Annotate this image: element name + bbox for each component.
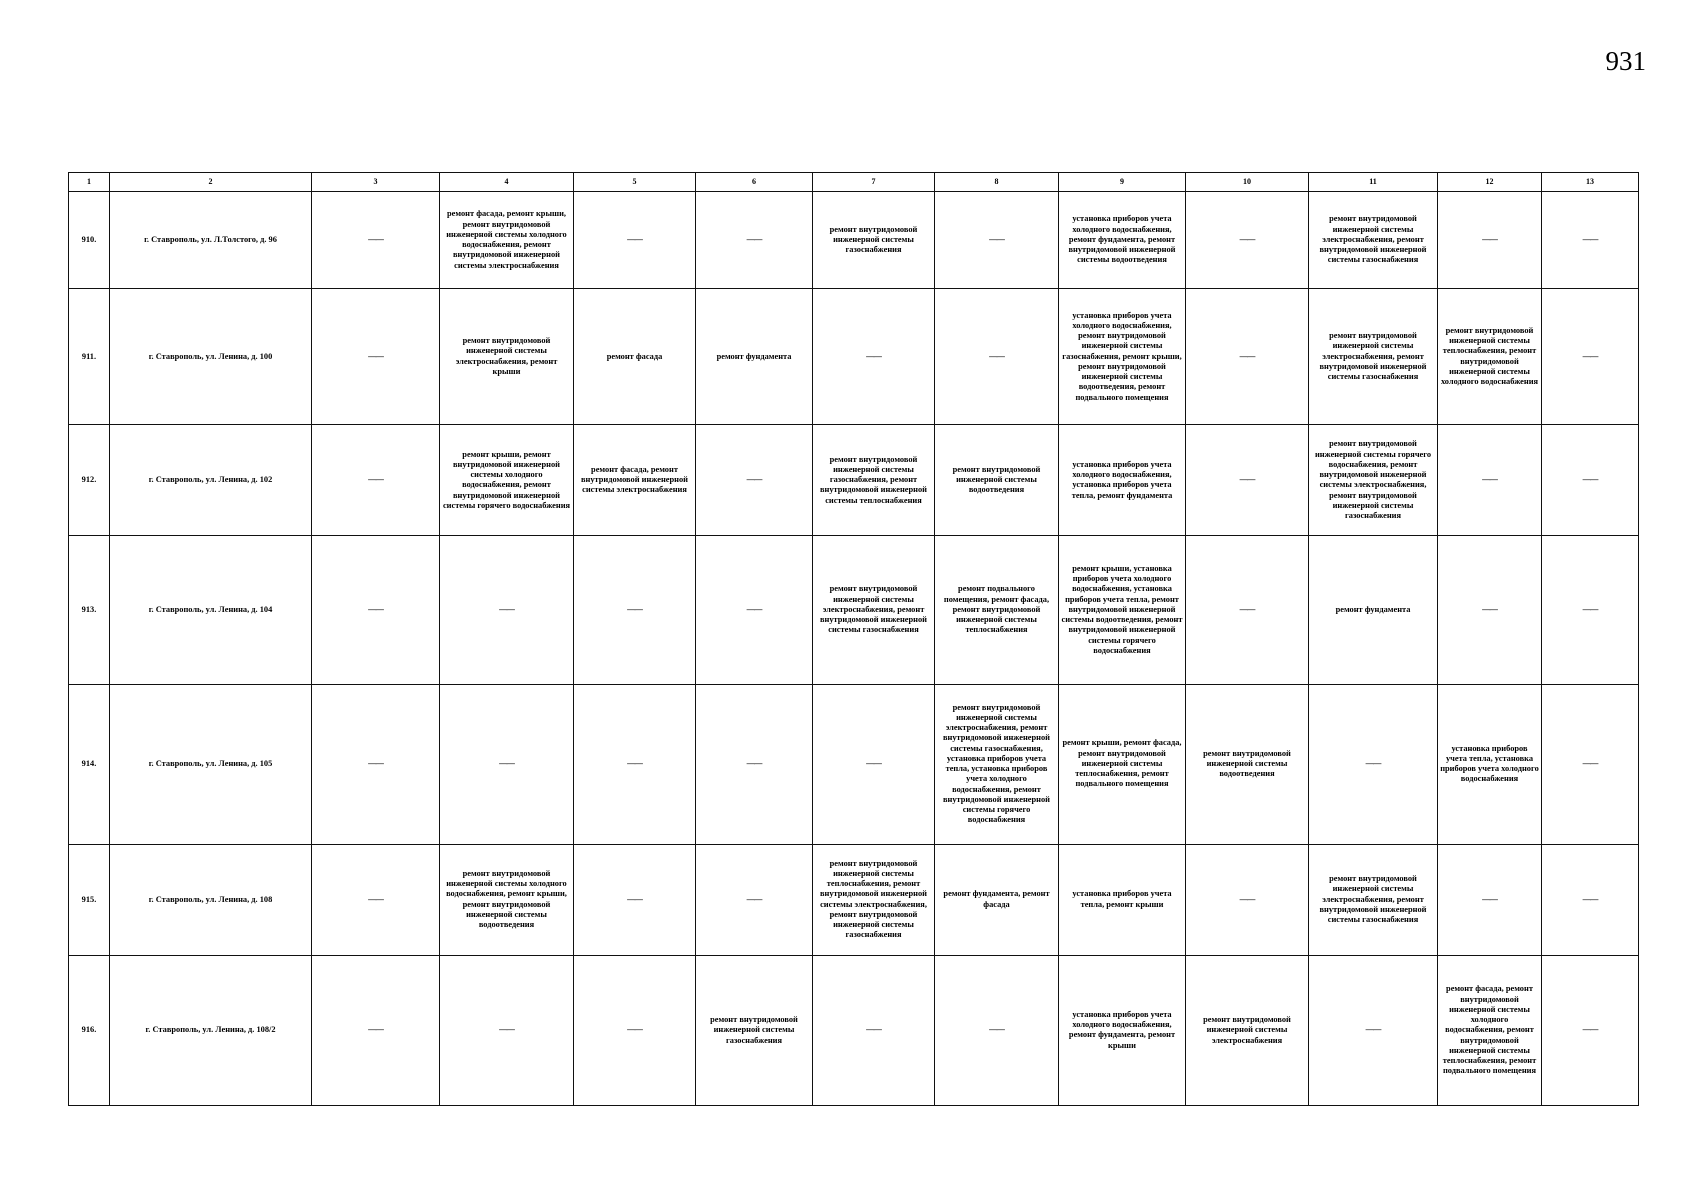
column-header: 12	[1438, 173, 1542, 192]
table-row	[69, 684, 1639, 844]
table-cell: ремонт фасада, ремонт внутридомовой инженерной системы холодного водоснабжения, ремонт внутридомовой инженерной системы теплоснабжения, ремонт подвального помещения	[1438, 955, 1542, 1105]
table-cell: ремонт внутридомовой инженерной системы горячего водоснабжения, ремонт внутридомовой инженерной системы электроснабжения, ремонт внутридомовой инженерной системы газоснабжения	[1309, 425, 1438, 536]
empty-cell-dash: ——	[1542, 684, 1639, 844]
table-cell: ремонт крыши, установка приборов учета холодного водоснабжения, установка приборов учета тепла, ремонт внутридомовой инженерной системы водоотведения, ремонт внутридомовой инженерной системы горячего водоснабжения	[1059, 536, 1186, 684]
empty-cell-dash: ——	[1438, 536, 1542, 684]
table-cell: ремонт внутридомовой инженерной системы электроснабжения, ремонт внутридомовой инженерной системы газоснабжения, установка приборов учета тепла, установка приборов учета холодного водоснабжения, ремонт внутридомовой инженерной системы горячего водоснабжения	[935, 684, 1059, 844]
table-row	[69, 536, 1639, 684]
empty-cell-dash: ——	[696, 844, 813, 955]
empty-cell-dash: ——	[696, 192, 813, 289]
table-row	[69, 192, 1639, 289]
table-cell: установка приборов учета тепла, ремонт крыши	[1059, 844, 1186, 955]
row-number: 914.	[69, 684, 110, 844]
empty-cell-dash: ——	[1438, 425, 1542, 536]
table-cell: установка приборов учета холодного водоснабжения, ремонт фундамента, ремонт крыши	[1059, 955, 1186, 1105]
empty-cell-dash: ——	[813, 289, 935, 425]
empty-cell-dash: ——	[696, 536, 813, 684]
empty-cell-dash: ——	[574, 955, 696, 1105]
column-header: 1	[69, 173, 110, 192]
empty-cell-dash: ——	[440, 536, 574, 684]
address-cell: г. Ставрополь, ул. Ленина, д. 108	[110, 844, 312, 955]
table-cell: ремонт внутридомовой инженерной системы газоснабжения, ремонт внутридомовой инженерной системы теплоснабжения	[813, 425, 935, 536]
column-header: 3	[312, 173, 440, 192]
table-cell: ремонт фундамента	[1309, 536, 1438, 684]
page-number: 931	[1605, 46, 1646, 76]
table-row	[69, 425, 1639, 536]
table-cell: ремонт внутридомовой инженерной системы водоотведения	[935, 425, 1059, 536]
table-cell: ремонт фасада, ремонт крыши, ремонт внутридомовой инженерной системы холодного водоснабжения, ремонт внутридомовой инженерной системы электроснабжения	[440, 192, 574, 289]
empty-cell-dash: ——	[1542, 955, 1639, 1105]
row-number: 911.	[69, 289, 110, 425]
empty-cell-dash: ——	[1542, 844, 1639, 955]
table-cell: установка приборов учета тепла, установка приборов учета холодного водоснабжения	[1438, 684, 1542, 844]
table-cell: установка приборов учета холодного водоснабжения, установка приборов учета тепла, ремонт фундамента	[1059, 425, 1186, 536]
empty-cell-dash: ——	[1186, 289, 1309, 425]
empty-cell-dash: ——	[440, 955, 574, 1105]
empty-cell-dash: ——	[1309, 684, 1438, 844]
table-cell: ремонт внутридомовой инженерной системы электроснабжения, ремонт внутридомовой инженерной системы газоснабжения	[813, 536, 935, 684]
table-cell: ремонт внутридомовой инженерной системы теплоснабжения, ремонт внутридомовой инженерной системы электроснабжения, ремонт внутридомовой инженерной системы газоснабжения	[813, 844, 935, 955]
empty-cell-dash: ——	[574, 684, 696, 844]
row-number: 916.	[69, 955, 110, 1105]
empty-cell-dash: ——	[312, 289, 440, 425]
empty-cell-dash: ——	[935, 289, 1059, 425]
address-cell: г. Ставрополь, ул. Ленина, д. 104	[110, 536, 312, 684]
empty-cell-dash: ——	[574, 192, 696, 289]
table-cell: ремонт внутридомовой инженерной системы холодного водоснабжения, ремонт крыши, ремонт внутридомовой инженерной системы водоотведения	[440, 844, 574, 955]
column-header: 4	[440, 173, 574, 192]
empty-cell-dash: ——	[312, 536, 440, 684]
address-cell: г. Ставрополь, ул. Л.Толстого, д. 96	[110, 192, 312, 289]
address-cell: г. Ставрополь, ул. Ленина, д. 102	[110, 425, 312, 536]
empty-cell-dash: ——	[1542, 536, 1639, 684]
column-header: 11	[1309, 173, 1438, 192]
empty-cell-dash: ——	[696, 684, 813, 844]
table-cell: ремонт внутридомовой инженерной системы теплоснабжения, ремонт внутридомовой инженерной системы холодного водоснабжения	[1438, 289, 1542, 425]
row-number: 912.	[69, 425, 110, 536]
empty-cell-dash: ——	[312, 192, 440, 289]
empty-cell-dash: ——	[813, 684, 935, 844]
empty-cell-dash: ——	[1309, 955, 1438, 1105]
row-number: 915.	[69, 844, 110, 955]
empty-cell-dash: ——	[312, 425, 440, 536]
empty-cell-dash: ——	[1542, 289, 1639, 425]
table-cell: ремонт фасада, ремонт внутридомовой инженерной системы электроснабжения	[574, 425, 696, 536]
table-cell: ремонт фасада	[574, 289, 696, 425]
table-row	[69, 844, 1639, 955]
column-header: 9	[1059, 173, 1186, 192]
table-cell: ремонт внутридомовой инженерной системы электроснабжения, ремонт внутридомовой инженерной системы газоснабжения	[1309, 844, 1438, 955]
empty-cell-dash: ——	[935, 192, 1059, 289]
table-cell: ремонт внутридомовой инженерной системы газоснабжения	[696, 955, 813, 1105]
empty-cell-dash: ——	[1186, 192, 1309, 289]
header-row	[69, 173, 1639, 192]
empty-cell-dash: ——	[312, 955, 440, 1105]
empty-cell-dash: ——	[574, 844, 696, 955]
column-header: 5	[574, 173, 696, 192]
column-header: 10	[1186, 173, 1309, 192]
table-cell: ремонт фундамента, ремонт фасада	[935, 844, 1059, 955]
table-cell: ремонт внутридомовой инженерной системы электроснабжения, ремонт крыши	[440, 289, 574, 425]
empty-cell-dash: ——	[1542, 425, 1639, 536]
table-cell: ремонт внутридомовой инженерной системы водоотведения	[1186, 684, 1309, 844]
column-header: 2	[110, 173, 312, 192]
table-body	[69, 192, 1639, 1106]
empty-cell-dash: ——	[935, 955, 1059, 1105]
empty-cell-dash: ——	[312, 844, 440, 955]
empty-cell-dash: ——	[440, 684, 574, 844]
table-cell: ремонт внутридомовой инженерной системы газоснабжения	[813, 192, 935, 289]
row-number: 910.	[69, 192, 110, 289]
empty-cell-dash: ——	[1438, 844, 1542, 955]
address-cell: г. Ставрополь, ул. Ленина, д. 100	[110, 289, 312, 425]
empty-cell-dash: ——	[1186, 536, 1309, 684]
empty-cell-dash: ——	[1542, 192, 1639, 289]
empty-cell-dash: ——	[1186, 844, 1309, 955]
table-cell: ремонт внутридомовой инженерной системы электроснабжения	[1186, 955, 1309, 1105]
empty-cell-dash: ——	[312, 684, 440, 844]
table-cell: ремонт крыши, ремонт внутридомовой инженерной системы холодного водоснабжения, ремонт внутридомовой инженерной системы горячего водоснабжения	[440, 425, 574, 536]
table-row	[69, 289, 1639, 425]
column-header: 13	[1542, 173, 1639, 192]
address-cell: г. Ставрополь, ул. Ленина, д. 108/2	[110, 955, 312, 1105]
column-header: 6	[696, 173, 813, 192]
repair-plan-table	[68, 172, 1639, 1106]
column-header: 8	[935, 173, 1059, 192]
table-cell: ремонт крыши, ремонт фасада, ремонт внутридомовой инженерной системы теплоснабжения, ремонт подвального помещения	[1059, 684, 1186, 844]
table-cell: ремонт фундамента	[696, 289, 813, 425]
empty-cell-dash: ——	[574, 536, 696, 684]
table-cell: ремонт внутридомовой инженерной системы электроснабжения, ремонт внутридомовой инженерной системы газоснабжения	[1309, 192, 1438, 289]
row-number: 913.	[69, 536, 110, 684]
empty-cell-dash: ——	[1438, 192, 1542, 289]
table-cell: ремонт внутридомовой инженерной системы электроснабжения, ремонт внутридомовой инженерной системы газоснабжения	[1309, 289, 1438, 425]
address-cell: г. Ставрополь, ул. Ленина, д. 105	[110, 684, 312, 844]
empty-cell-dash: ——	[1186, 425, 1309, 536]
table-cell: ремонт подвального помещения, ремонт фасада, ремонт внутридомовой инженерной системы теплоснабжения	[935, 536, 1059, 684]
table-row	[69, 955, 1639, 1105]
table-cell: установка приборов учета холодного водоснабжения, ремонт внутридомовой инженерной системы газоснабжения, ремонт крыши, ремонт внутридомовой инженерной системы водоотведения, ремонт подвального помещения	[1059, 289, 1186, 425]
table-cell: установка приборов учета холодного водоснабжения, ремонт фундамента, ремонт внутридомовой инженерной системы водоотведения	[1059, 192, 1186, 289]
column-header: 7	[813, 173, 935, 192]
empty-cell-dash: ——	[696, 425, 813, 536]
empty-cell-dash: ——	[813, 955, 935, 1105]
